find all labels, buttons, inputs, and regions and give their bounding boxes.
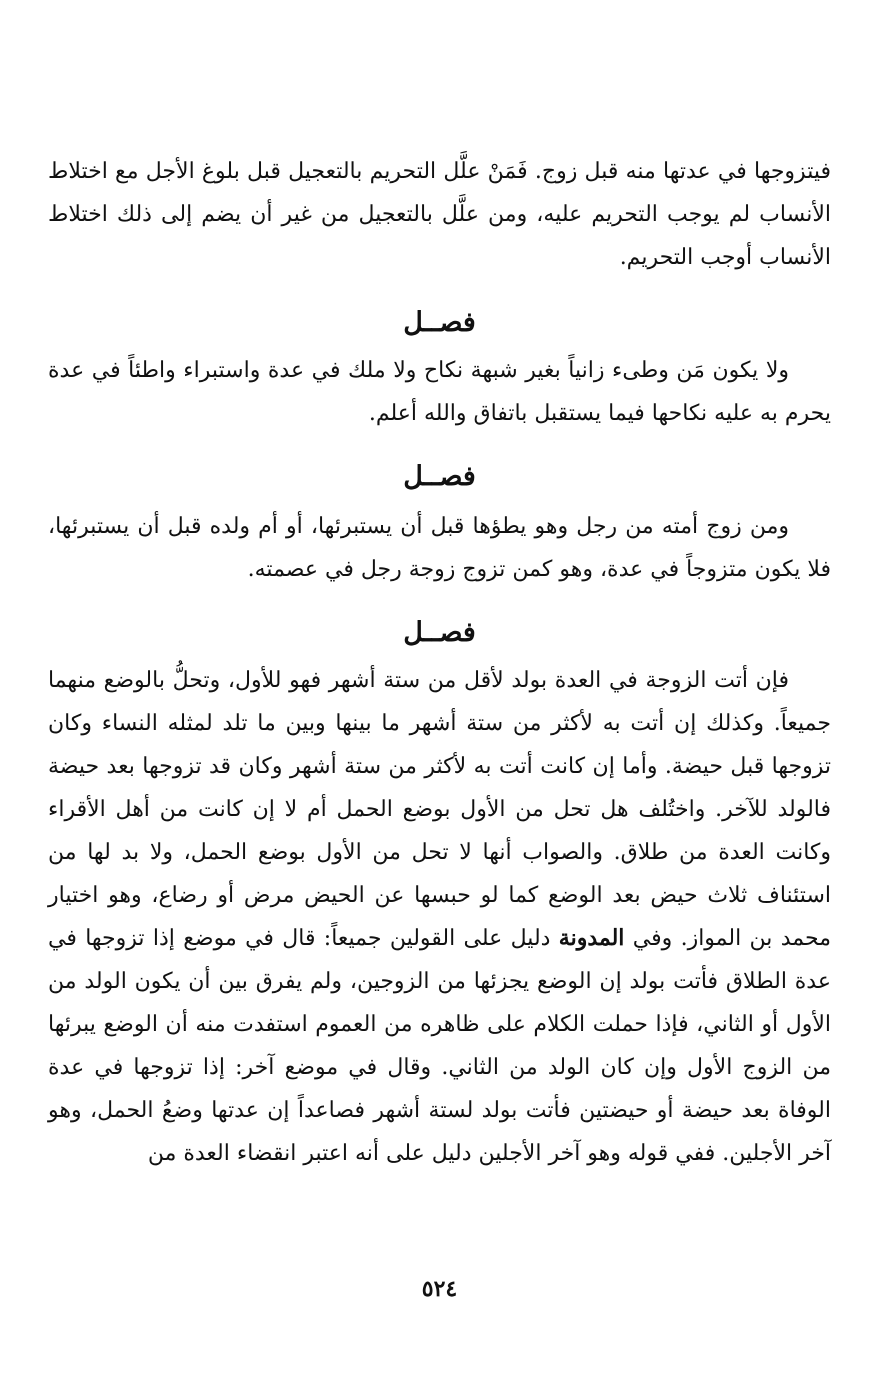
page-number: ٥٢٤	[421, 1276, 458, 1302]
paragraph-4	[48, 659, 831, 1175]
paragraph-3: ومن زوج أمته من رجل وهو يطؤها قبل أن يستبرئها، أو أم ولده قبل أن يستبرئها، فلا يكون متزوجاً في عدة، وهو كمن تزوج زوجة رجل في عصمته.	[48, 514, 831, 582]
page-body	[48, 150, 831, 1175]
paragraph-2: ولا يكون مَن وطىء زانياً بغير شبهة نكاح ولا ملك في عدة واستبراء واطئاً في عدة يحرم به عليه نكاحها فيما يستقبل باتفاق والله أعلم.	[48, 358, 831, 426]
section-heading-2: فصــل	[403, 461, 476, 492]
paragraph-4-part-a: فإن أتت الزوجة في العدة بولد لأقل من ستة أشهر فهو للأول، وتحلُّ بالوضع منهما جميعاً. وكذلك إن أتت به لأكثر من ستة أشهر ما بينها وبين ما تلد لمثله النساء وكان تزوجها قبل حيضة. وأما إن كانت أتت به لأكثر من ستة أشهر وكان قد تزوجها بعد حيضة فالولد للآخر. واختُلف هل تحل من الأول بوضع الحمل أم لا إن كانت من أهل الأقراء وكانت العدة من طلاق. والصواب أنها لا تحل من الأول بوضع الحمل، ولا بد لها من استئناف ثلاث حيض بعد الوضع كما لو حبسها عن الحيض مرض أو رضاع، وهو اختيار محمد بن المواز. وفي	[48, 668, 831, 951]
section-heading-1: فصــل	[403, 307, 476, 338]
mudawwana-reference: المدونة	[558, 925, 625, 951]
section-heading-3: فصــل	[403, 617, 476, 648]
paragraph-4-part-b: دليل على القولين جميعاً: قال في موضع إذا تزوجها في عدة الطلاق فأتت بولد إن الوضع يجزئها من الزوجين، ولم يفرق بين أن يكون الولد من الأول أو الثاني، فإذا حملت الكلام على ظاهره من العموم استفدت منه أن الوضع يبرئها من الزوج الأول وإن كان الولد من الثاني. وقال في موضع آخر: إذا تزوجها في عدة الوفاة بعد حيضة أو حيضتين فأتت بولد لستة أشهر فصاعداً إن عدتها وضعُ الحمل، وهو آخر الأجلين. ففي قوله وهو آخر الأجلين دليل على أنه اعتبر انقضاء العدة من	[48, 926, 831, 1166]
paragraph-1: فيتزوجها في عدتها منه قبل زوج. فَمَنْ علَّل التحريم بالتعجيل قبل بلوغ الأجل مع اختلاط الأنساب لم يوجب التحريم عليه، ومن علَّل بالتعجيل من غير أن يضم إلى ذلك اختلاط الأنساب أوجب التحريم.	[48, 159, 831, 270]
